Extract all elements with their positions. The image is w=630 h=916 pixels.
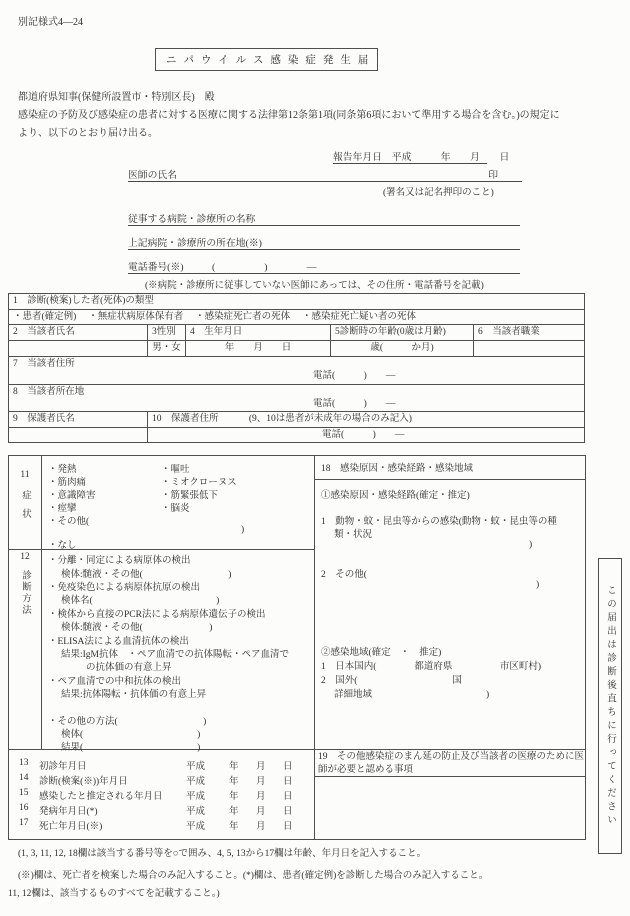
clinical-table xyxy=(8,455,586,840)
date-13-number: 13 xyxy=(19,758,29,768)
footnote-1: (1, 3, 11, 12, 18欄は該当する番号等を○で囲み、4, 5, 13から17欄は年齢、年月日を記入すること。 xyxy=(18,849,427,859)
symptom-myoclonus: ・ミオクローヌス xyxy=(161,478,237,488)
date-row-17 xyxy=(9,818,314,831)
symptom-row xyxy=(48,487,308,499)
infection-area-abroad: 2 国外( 国 xyxy=(321,676,462,686)
infection-area-domestic: 1 日本国内( 都道府県 市区町村) xyxy=(321,662,542,672)
diag-line: 結果( ) xyxy=(61,743,201,753)
diag-line: ・免疫染色による病原体抗原の検出 xyxy=(48,583,201,593)
date-17-day: 日 xyxy=(283,822,293,832)
date-15-era: 平成 xyxy=(186,792,206,802)
section-11-number: 11 xyxy=(20,470,30,480)
section-12-label: 診断方法 xyxy=(20,570,30,616)
physician-name-label: 医師の氏名 xyxy=(128,170,177,181)
form-title: ニパウイルス感染症発生届 xyxy=(166,55,376,66)
value-sex: 男・女 xyxy=(148,341,186,356)
row-10-label: 10 保護者住所 xyxy=(152,414,219,425)
row-8-label: 8 当該者所在地 xyxy=(13,386,85,397)
infection-area-detail: 詳細地域 ) xyxy=(334,690,490,700)
value-age: 歳( か月) xyxy=(331,341,474,356)
hospital-address-field: 上記病院・診療所の所在地(※) xyxy=(128,235,520,250)
diag-line: ・ペア血清での中和抗体の検出 xyxy=(48,677,182,687)
section-19-header: 19 その他感染症のまん延の防止及び当該者の医療のために医師が必要と認める事項 xyxy=(318,752,585,775)
date-row-14 xyxy=(9,773,314,786)
date-14-number: 14 xyxy=(19,773,29,783)
row-10-phone: 電話( ) ― xyxy=(322,429,405,440)
date-14-era: 平成 xyxy=(186,777,206,787)
date-15-month: 月 xyxy=(256,792,266,802)
date-14-year: 年 xyxy=(229,777,239,787)
date-14-month: 月 xyxy=(256,777,266,787)
date-15-day: 日 xyxy=(283,792,293,802)
form-title-box xyxy=(155,48,378,71)
row-10-guardian-address xyxy=(148,412,585,427)
patient-info-table xyxy=(8,293,585,443)
date-13-day: 日 xyxy=(283,762,293,772)
row-10-phone-cell xyxy=(148,427,585,442)
diag-line: ・その他の方法( ) xyxy=(48,717,207,727)
symptom-none: ・なし xyxy=(48,541,77,551)
diag-line: の抗体価の有意上昇 xyxy=(86,663,172,673)
symptom-row xyxy=(48,474,308,486)
diag-line: 結果:IgM抗体 ・ペア血清での抗体陽転・ペア血清で xyxy=(61,650,290,660)
infection-item2-close: ) xyxy=(536,580,540,590)
diag-line: 検体( ) xyxy=(61,730,201,740)
section-12-number: 12 xyxy=(20,552,30,562)
date-15-label: 感染したと推定される年月日 xyxy=(39,792,163,802)
col-header-age: 5診断時の年齢(0歳は月齢) xyxy=(331,325,474,341)
diag-line: ・ELISA法による血清抗体の検出 xyxy=(48,637,189,647)
date-17-year: 年 xyxy=(229,822,239,832)
phone-number-label: 電話番号(※) xyxy=(128,262,184,273)
date-17-month: 月 xyxy=(256,822,266,832)
side-note-box xyxy=(598,558,622,854)
law-text-line2: より、以下のとおり届け出る。 xyxy=(18,128,158,139)
symptom-myalgia: ・筋肉痛 xyxy=(48,478,87,488)
value-birthdate: 年 月 日 xyxy=(186,341,331,356)
date-17-label: 死亡年月日(※) xyxy=(39,822,103,832)
symptom-encephalitis: ・脳炎 xyxy=(161,504,190,514)
physician-note: (※病院・診療所に従事していない医師にあっては、その住所・電話番号を記載) xyxy=(145,281,484,291)
row-7-address xyxy=(9,356,585,384)
section-11-label: 症状 xyxy=(20,490,30,527)
symptom-row xyxy=(48,500,308,512)
phone-number-field xyxy=(128,259,520,274)
diag-line: 結果:抗体陽転・抗体価の有意上昇 xyxy=(61,690,207,700)
divider-vertical-main xyxy=(314,456,315,839)
col-header-name: 2 当該者氏名 xyxy=(9,325,148,341)
date-16-label: 発病年月日(*) xyxy=(39,807,98,817)
infection-item1-line2: 類・状況 xyxy=(334,530,373,540)
date-13-label: 初診年月日 xyxy=(39,762,87,772)
diag-line: 検体名( ) xyxy=(61,596,220,606)
symptom-fever: ・発熱 xyxy=(48,465,77,475)
date-row-15 xyxy=(9,788,314,801)
date-16-number: 16 xyxy=(19,803,29,813)
date-16-month: 月 xyxy=(256,807,266,817)
seal-note: (署名又は記名押印のこと) xyxy=(383,188,494,198)
date-row-16 xyxy=(9,803,314,816)
infection-route-title: ①感染原因・感染経路(確定・推定) xyxy=(321,491,470,501)
value-occupation xyxy=(474,341,585,356)
date-16-era: 平成 xyxy=(186,807,206,817)
infection-item2: 2 その他( xyxy=(321,570,367,580)
date-15-year: 年 xyxy=(229,792,239,802)
date-row-13 xyxy=(9,758,314,771)
value-name xyxy=(9,341,148,356)
infection-item1-close: ) xyxy=(529,540,533,550)
row-1-type-options: ・患者(確定例) ・無症状病原体保有者 ・感染症死亡者の死体 ・感染症死亡疑い者の死体 xyxy=(9,310,585,325)
col-header-sex: 3性別 xyxy=(148,325,186,341)
row-7-label: 7 当該者住所 xyxy=(13,358,75,369)
date-13-year: 年 xyxy=(229,762,239,772)
row-1-type-header: 1 診断(検案)した者(死体)の類型 xyxy=(9,294,585,310)
footnote-2: (※)欄は、死亡者を検案した場合のみ記入すること。(*)欄は、患者(確定例)を診断した場合のみ記入すること。 xyxy=(18,871,489,881)
row-8-location xyxy=(9,384,585,412)
law-text-line1: 感染症の予防及び感染症の患者に対する医療に関する法律第12条第1項(同条第6項において準用する場合を含む。)の規定に xyxy=(18,110,560,121)
footnote-3: 11, 12欄は、該当するものすべてを記載すること。) xyxy=(8,889,220,899)
date-16-year: 年 xyxy=(229,807,239,817)
symptom-vomiting: ・嘔吐 xyxy=(161,465,190,475)
form-code: 別記様式4―24 xyxy=(18,17,83,28)
date-17-number: 17 xyxy=(19,818,29,828)
row-10-note: (9、10は患者が未成年の場合のみ記入) xyxy=(248,414,412,425)
col-header-occupation: 6 当該者職業 xyxy=(474,325,585,341)
symptom-consciousness: ・意識障害 xyxy=(48,491,96,501)
date-14-day: 日 xyxy=(283,777,293,787)
diag-line: 検体:髄液・その他( ) xyxy=(61,623,213,633)
side-note-text: この届出は診断後直ちに行ってください xyxy=(605,584,615,828)
date-16-day: 日 xyxy=(283,807,293,817)
infection-area-title: ②感染地域(確定 ・ 推定) xyxy=(321,648,442,658)
hospital-name-field: 従事する病院・診療所の名称 xyxy=(128,211,520,226)
symptom-convulsion: ・痙攣 xyxy=(48,504,77,514)
row-7-phone: 電話( ) ― xyxy=(313,371,396,382)
report-date-field: 報告年月日 平成 年 月 日 xyxy=(333,149,487,164)
date-13-month: 月 xyxy=(256,762,266,772)
section-18-header: 18 感染原因・感染経路・感染地域 xyxy=(321,464,474,474)
symptom-other: ・その他( xyxy=(48,517,90,527)
symptom-row xyxy=(48,461,308,473)
date-15-number: 15 xyxy=(19,788,29,798)
diag-line: ・検体から直接のPCR法による病原体遺伝子の検出 xyxy=(48,610,266,620)
row-9-guardian-name: 9 保護者氏名 xyxy=(9,412,148,427)
symptom-hypotonia: ・筋緊張低下 xyxy=(161,491,219,501)
addressee: 都道府県知事(保健所設置市・特別区長) 殿 xyxy=(18,92,215,103)
date-13-era: 平成 xyxy=(186,762,206,772)
col-header-birthdate: 4 生年月日 xyxy=(186,325,331,341)
diag-line: ・分離・同定による病原体の検出 xyxy=(48,556,191,566)
seal-mark: 印 xyxy=(488,170,498,181)
row-8-phone: 電話( ) ― xyxy=(313,399,396,410)
date-14-label: 診断(検案(※))年月日 xyxy=(39,777,128,787)
physician-name-field xyxy=(128,167,522,182)
symptom-other-close: ) xyxy=(241,525,245,535)
row-9-blank xyxy=(9,427,148,442)
divider-18-header xyxy=(314,479,585,480)
divider-vertical-label xyxy=(41,456,42,749)
phone-number-blank: ( ) ― xyxy=(211,262,317,273)
infection-item1-line1: 1 動物・蚊・昆虫等からの感染(動物・蚊・昆虫等の種 xyxy=(321,517,557,527)
diag-line: 検体:髄液・その他( ) xyxy=(61,570,232,580)
date-17-era: 平成 xyxy=(186,822,206,832)
